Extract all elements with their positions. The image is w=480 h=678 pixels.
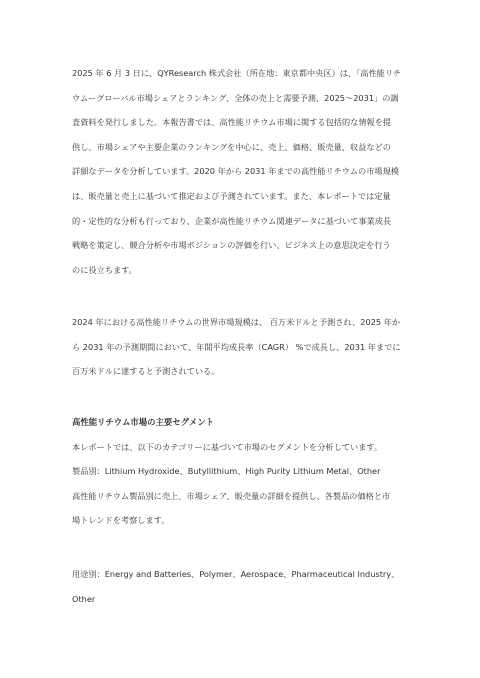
paragraph-line: は、販売量と売上に基づいて推定および予測されています。また、本レポートでは定量 (72, 190, 391, 201)
paragraph-line: 詳細なデータを分析しています。2020 年から 2031 年までの高性能リチウムの市場規模 (72, 166, 399, 177)
paragraph-line: のに役立ちます。 (72, 264, 137, 275)
paragraph-line: 2024 年における高性能リチウムの世界市場規模は、 百万米ドルと予測され、2025 年か (72, 317, 401, 327)
intro-paragraph (72, 61, 410, 282)
paragraph-line: 的・定性的な分析も行っており、企業が高性能リチウム関連データに基づいて事業成長 (72, 215, 392, 226)
segments-section (72, 410, 410, 533)
paragraph-line: 本レポートでは、以下のカテゴリーに基づいて市場のセグメントを分析しています。 (72, 441, 383, 452)
paragraph-line: 場トレンドを考察します。 (72, 515, 170, 526)
section-heading: 高性能リチウム市場の主要セグメント (72, 417, 215, 427)
paragraph-line: 査資料を発行しました。本報告書では、高性能リチウム市場に関する包括的な情報を提 (72, 117, 392, 128)
paragraph-line: 供し、市場シェアや主要企業のランキングを中心に、売上、価格、販売量、収益などの (72, 141, 391, 152)
paragraph-line: 2025 年 6 月 3 日に、QYResearch 株式会社（所在地：東京都中央区）は、「高性能リチ (72, 68, 402, 78)
paragraph-line: 高性能リチウム製品別に売上、市場シェア、販売量の詳細を提供し、各製品の価格と市 (72, 490, 391, 501)
application-segment-paragraph (72, 562, 410, 611)
paragraph-line: 戦略を策定し、競合分析や市場ポジションの評価を行い、ビジネス上の意思決定を行う (72, 240, 391, 251)
application-segment-line: 用途別：Energy and Batteries、Polymer、Aerospace、Pharmaceutical Industry、 (72, 569, 400, 579)
paragraph-line: ウムーグローバル市場シェアとランキング、全体の売上と需要予測、2025～2031」の調 (72, 92, 399, 103)
product-segment-line: 製品別：Lithium Hydroxide、Butyllithium、High Purity Lithium Metal、Other (72, 466, 381, 477)
paragraph-line: Other (72, 593, 96, 604)
market-size-paragraph (72, 310, 410, 384)
paragraph-line: ら 2031 年の予測期間において、年間平均成長率（CAGR） %で成長し、2031 年までに (72, 341, 401, 352)
paragraph-line: 百万米ドルに達すると予測されている。 (72, 366, 220, 377)
